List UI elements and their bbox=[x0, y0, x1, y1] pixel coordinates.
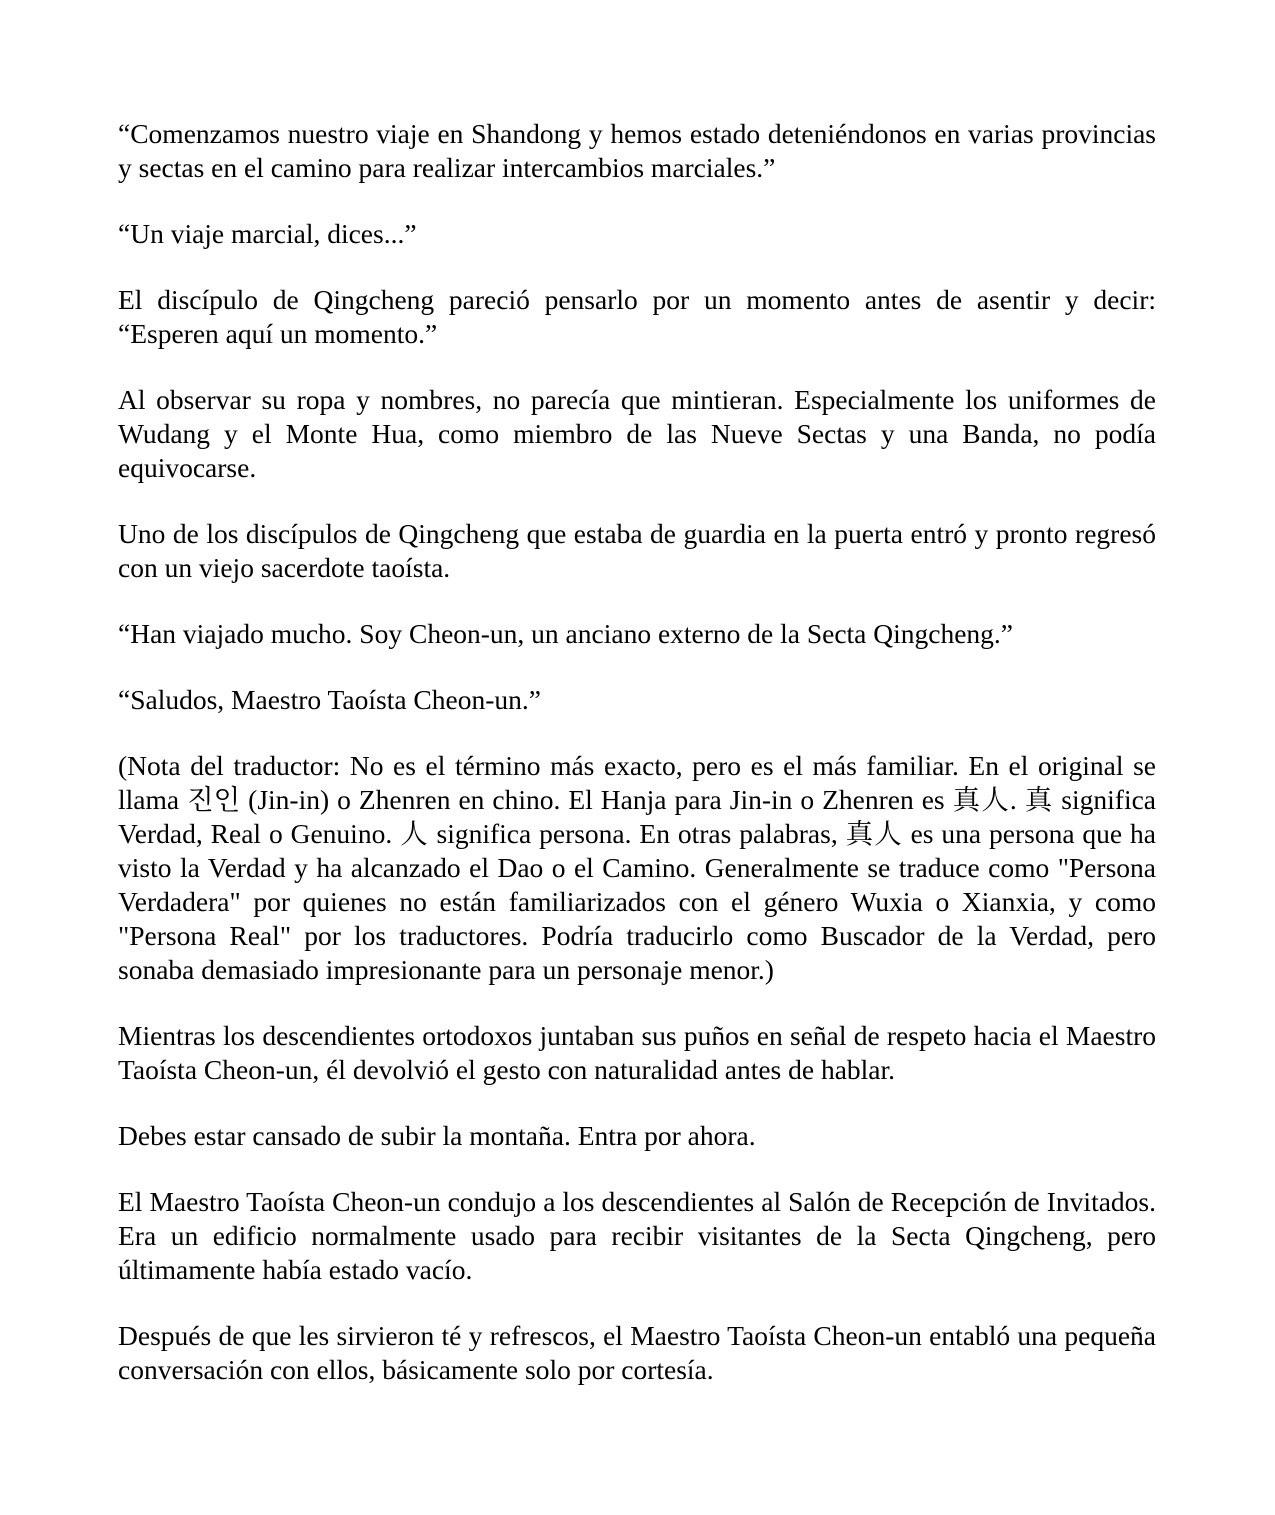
translator-note-paragraph: (Nota del traductor: No es el término más exacto, pero es el más familiar. En el original se llama 진인 (Jin-in) o Zhenren en chino. El Hanja para Jin-in o Zhenren es 真人. 真 significa Verdad, Real o Genuino. 人 significa persona. En otras palabras, 真人 es una persona que ha visto la Verdad y ha alcanzado el Dao o el Camino. Generalmente se traduce como "Persona Verdadera" por quienes no están familiarizados con el género Wuxia o Xianxia, y como "Persona Real" por los traductores. Podría traducirlo como Buscador de la Verdad, pero sonaba demasiado impresionante para un personaje menor.) bbox=[118, 750, 1156, 985]
paragraph-10: Debes estar cansado de subir la montaña. Entra por ahora. bbox=[118, 1120, 756, 1151]
paragraph-12: Después de que les sirvieron té y refrescos, el Maestro Taoísta Cheon-un entabló una pequeña conversación con ellos, básicamente solo por cortesía. bbox=[118, 1320, 1156, 1385]
document-page bbox=[118, 117, 1156, 1419]
paragraph-9: Mientras los descendientes ortodoxos juntaban sus puños en señal de respeto hacia el Maestro Taoísta Cheon-un, él devolvió el gesto con naturalidad antes de hablar. bbox=[118, 1020, 1156, 1085]
paragraph-3: El discípulo de Qingcheng pareció pensarlo por un momento antes de asentir y decir: “Esperen aquí un momento.” bbox=[118, 284, 1156, 349]
paragraph-1: “Comenzamos nuestro viaje en Shandong y hemos estado deteniéndonos en varias provincias y sectas en el camino para realizar intercambios marciales.” bbox=[118, 118, 1156, 183]
paragraph-5: Uno de los discípulos de Qingcheng que estaba de guardia en la puerta entró y pronto regresó con un viejo sacerdote taoísta. bbox=[118, 518, 1156, 583]
paragraph-7: “Saludos, Maestro Taoísta Cheon-un.” bbox=[118, 684, 541, 715]
paragraph-2: “Un viaje marcial, dices...” bbox=[118, 218, 417, 249]
paragraph-6: “Han viajado mucho. Soy Cheon-un, un anciano externo de la Secta Qingcheng.” bbox=[118, 618, 1013, 649]
paragraph-4: Al observar su ropa y nombres, no parecía que mintieran. Especialmente los uniformes de Wudang y el Monte Hua, como miembro de las Nueve Sectas y una Banda, no podía equivocarse. bbox=[118, 384, 1156, 483]
paragraph-11: El Maestro Taoísta Cheon-un condujo a los descendientes al Salón de Recepción de Invitados. Era un edificio normalmente usado para recibir visitantes de la Secta Qingcheng, pero últimamente había estado vacío. bbox=[118, 1186, 1156, 1285]
